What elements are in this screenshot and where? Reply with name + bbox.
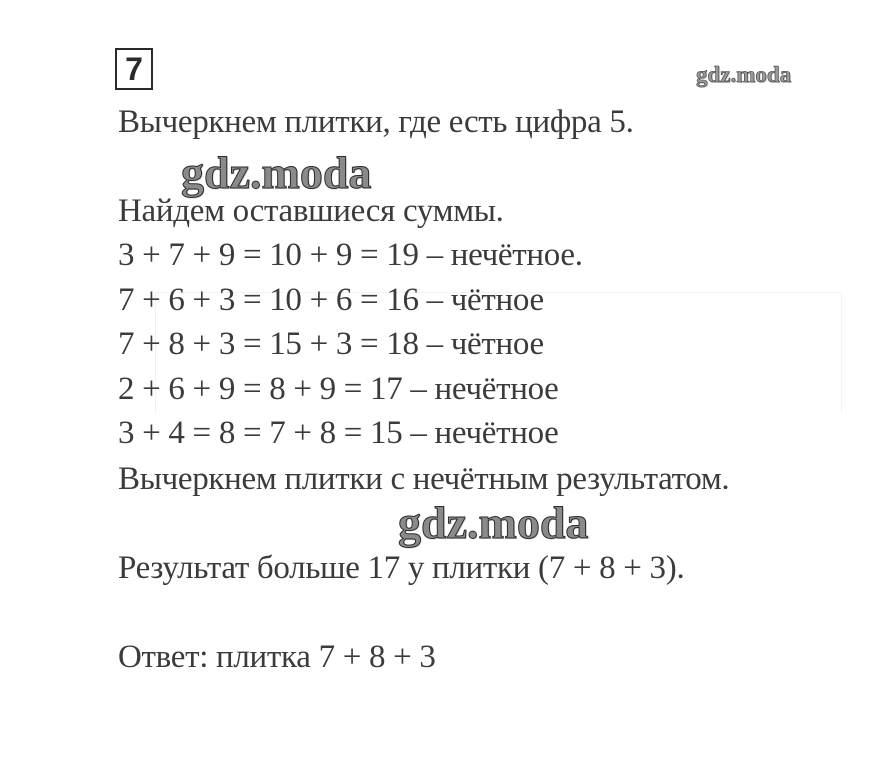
solution-line-3: 3 + 7 + 9 = 10 + 9 = 19 – нечётное. xyxy=(118,237,583,273)
solution-line-5: 7 + 8 + 3 = 15 + 3 = 18 – чётное xyxy=(118,326,544,362)
solution-line-4: 7 + 6 + 3 = 10 + 6 = 16 – чётное xyxy=(118,282,544,318)
solution-line-1: Вычеркнем плитки, где есть цифра 5. xyxy=(118,104,634,140)
solution-line-8: Вычеркнем плитки с нечётным результатом. xyxy=(118,461,730,497)
watermark-large-middle: gdz.moda xyxy=(398,497,589,548)
solution-line-2: Найдем оставшиеся суммы. xyxy=(118,193,504,229)
watermark-small: gdz.moda xyxy=(696,62,792,87)
solution-line-9: Результат больше 17 у плитки (7 + 8 + 3). xyxy=(118,550,685,586)
solution-line-7: 3 + 4 = 8 = 7 + 8 = 15 – нечётное xyxy=(118,415,559,451)
task-number-box: 7 xyxy=(115,48,153,90)
watermark-large-top: gdz.moda xyxy=(181,147,372,198)
solution-line-6: 2 + 6 + 9 = 8 + 9 = 17 – нечётное xyxy=(118,371,559,407)
answer-line: Ответ: плитка 7 + 8 + 3 xyxy=(118,639,436,675)
